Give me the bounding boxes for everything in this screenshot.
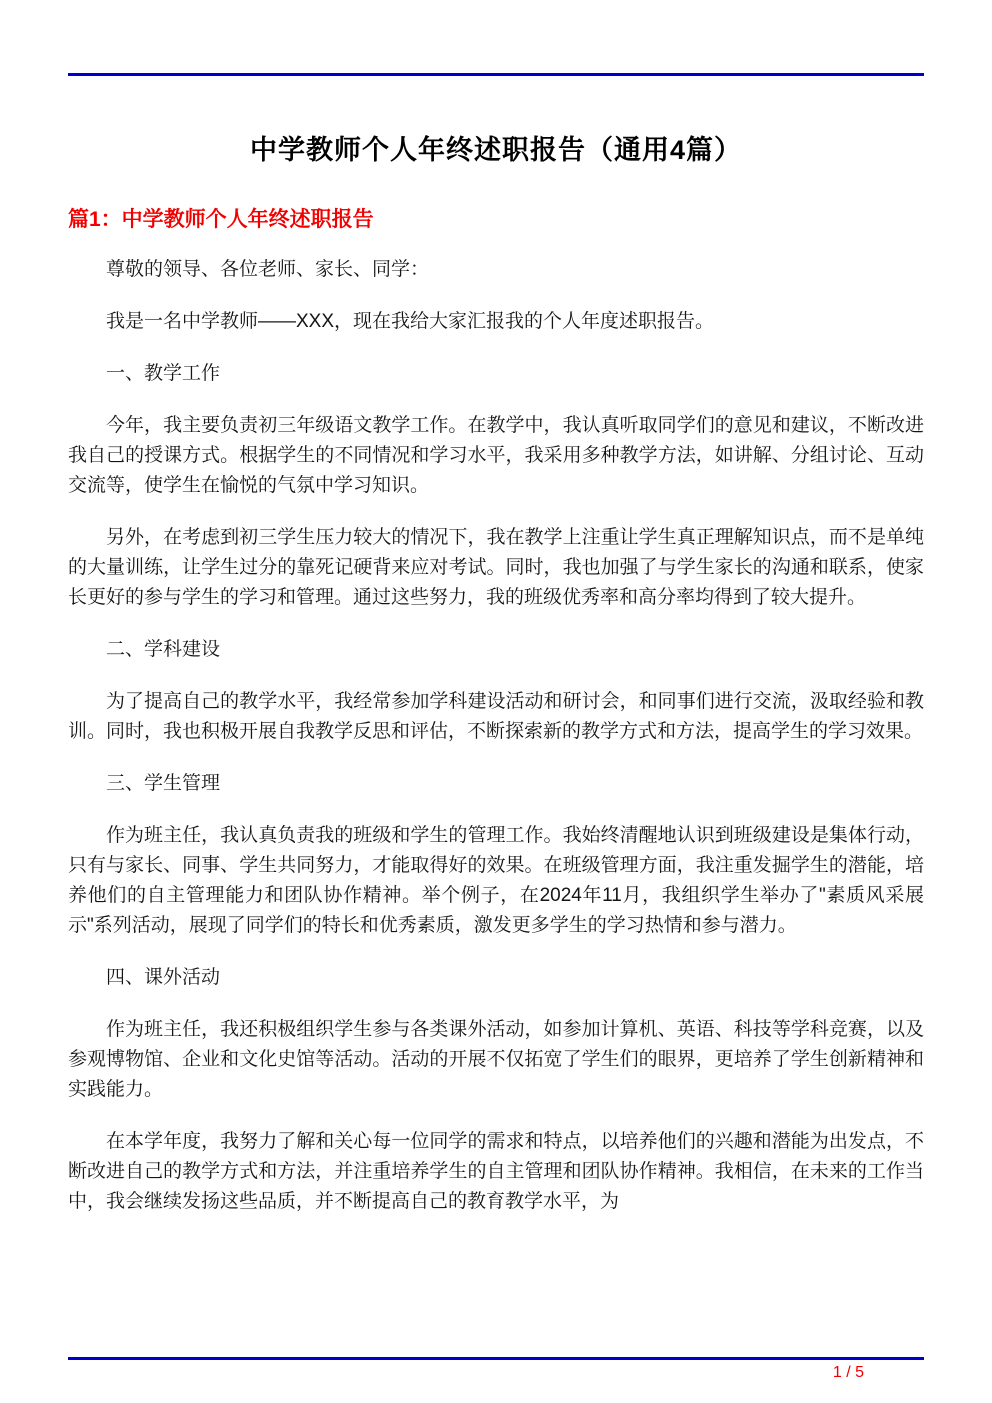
header-rule <box>68 73 924 76</box>
document-title: 中学教师个人年终述职报告（通用4篇） <box>249 135 742 165</box>
paragraph: 一、教学工作 <box>106 363 221 384</box>
section1-heading: 篇1：中学教师个人年终述职报告 <box>68 208 374 231</box>
paragraph-list <box>68 255 924 1217</box>
page-number: 1 / 5 <box>832 1364 864 1381</box>
paragraph: 今年，我主要负责初三年级语文教学工作。在教学中，我认真听取同学们的意见和建议，不断改进我自己的授课方式。根据学生的不同情况和学习水平，我采用多种教学方法，如讲解、分组讨论、互动交流等，使学生在愉悦的气氛中学习知识。 <box>68 415 924 496</box>
document-body <box>68 122 924 1217</box>
paragraph: 作为班主任，我认真负责我的班级和学生的管理工作。我始终清醒地认识到班级建设是集体行动，只有与家长、同事、学生共同努力，才能取得好的效果。在班级管理方面，我注重发掘学生的潜能，培养他们的自主管理能力和团队协作精神。举个例子，在2024年11月，我组织学生举办了"素质风采展示"系列活动，展现了同学们的特长和优秀素质，激发更多学生的学习热情和参与潜力。 <box>68 825 924 936</box>
paragraph: 在本学年度，我努力了解和关心每一位同学的需求和特点，以培养他们的兴趣和潜能为出发点，不断改进自己的教学方式和方法，并注重培养学生的自主管理和团队协作精神。我相信，在未来的工作当中，我会继续发扬这些品质，并不断提高自己的教育教学水平，为 <box>68 1131 924 1212</box>
paragraph: 四、课外活动 <box>106 967 221 988</box>
paragraph: 尊敬的领导、各位老师、家长、同学： <box>106 259 430 280</box>
paragraph: 为了提高自己的教学水平，我经常参加学科建设活动和研讨会，和同事们进行交流，汲取经验和教训。同时，我也积极开展自我教学反思和评估，不断探索新的教学方式和方法，提高学生的学习效果。 <box>68 691 924 742</box>
paragraph: 三、学生管理 <box>106 773 221 794</box>
paragraph: 作为班主任，我还积极组织学生参与各类课外活动，如参加计算机、英语、科技等学科竞赛，以及参观博物馆、企业和文化史馆等活动。活动的开展不仅拓宽了学生们的眼界，更培养了学生创新精神和实践能力。 <box>68 1019 924 1100</box>
paragraph: 二、学科建设 <box>106 639 221 660</box>
footer-rule <box>68 1357 924 1360</box>
paragraph: 另外，在考虑到初三学生压力较大的情况下，我在教学上注重让学生真正理解知识点，而不是单纯的大量训练，让学生过分的靠死记硬背来应对考试。同时，我也加强了与学生家长的沟通和联系，使家长更好的参与学生的学习和管理。通过这些努力，我的班级优秀率和高分率均得到了较大提升。 <box>68 527 924 608</box>
paragraph: 我是一名中学教师——XXX，现在我给大家汇报我的个人年度述职报告。 <box>106 311 715 332</box>
